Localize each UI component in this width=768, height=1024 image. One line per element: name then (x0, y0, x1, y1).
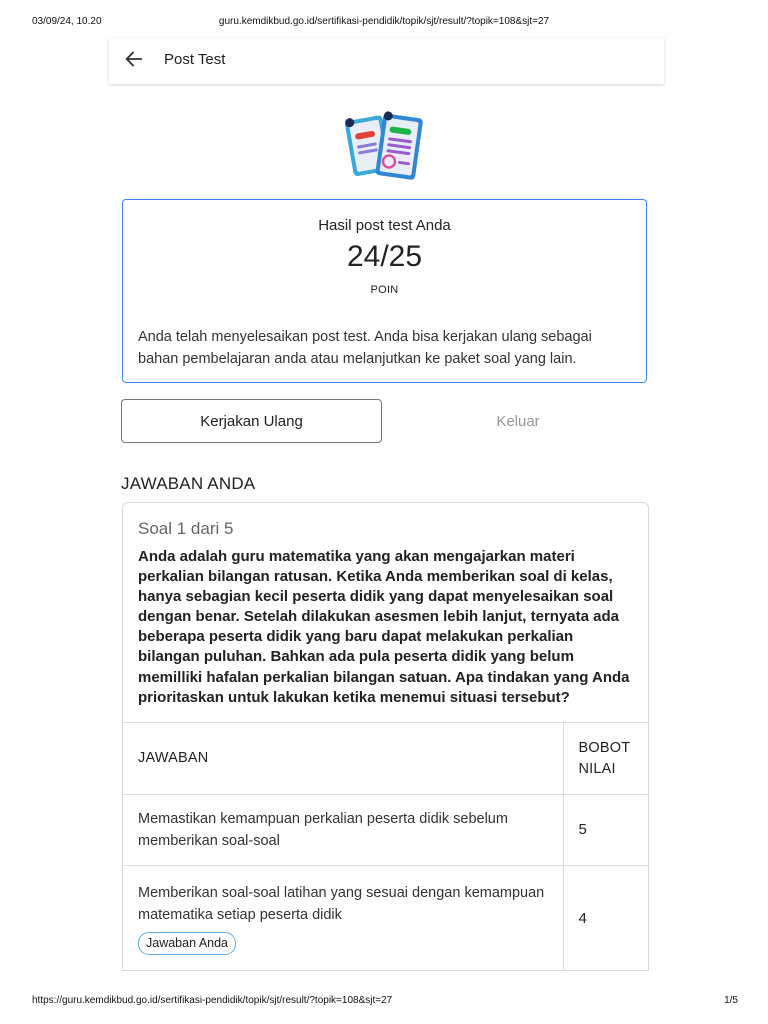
top-app-bar (109, 38, 664, 84)
column-header-weight-line1: BOBOT (578, 739, 631, 756)
question-counter: Soal 1 dari 5 (138, 519, 234, 538)
answer-text: Memastikan kemampuan perkalian peserta didik sebelum memberikan soal-soal (123, 795, 563, 866)
question-card (122, 502, 649, 971)
answers-table (123, 722, 648, 971)
result-score-unit: POIN (370, 284, 399, 296)
exit-button[interactable]: Keluar (388, 399, 648, 443)
test-documents-illustration (345, 108, 427, 186)
print-datetime: 03/09/24, 10.20 (32, 16, 102, 27)
print-footer-url: https://guru.kemdikbud.go.id/sertifikasi-pendidik/topik/sjt/result/?topik=108&sjt=27 (32, 995, 393, 1006)
answer-text: Memberikan soal-soal latihan yang sesuai dengan kemampuan matematika setiap peserta didik (138, 885, 545, 924)
your-answer-badge: Jawaban Anda (138, 932, 236, 955)
result-score: 24/25 (346, 240, 423, 273)
arrow-left-icon[interactable] (123, 48, 145, 70)
print-url: guru.kemdikbud.go.id/sertifikasi-pendidik/topik/sjt/result/?topik=108&sjt=27 (218, 16, 550, 27)
answer-cell (123, 866, 563, 972)
answer-weight: 5 (563, 795, 648, 866)
page-title: Post Test (164, 51, 226, 68)
result-description: Anda telah menyelesaikan post test. Anda bisa kerjakan ulang sebagai bahan pembelajaran anda atau melanjutkan ke paket soal yang lain. (138, 329, 592, 367)
answer-weight: 4 (563, 866, 648, 972)
print-page-number: 1/5 (724, 995, 738, 1006)
column-header-answer: JAWABAN (123, 723, 563, 795)
table-header-row (123, 723, 648, 795)
table-row (123, 866, 648, 972)
result-title: Hasil post test Anda (318, 217, 451, 234)
question-text: Anda adalah guru matematika yang akan mengajarkan materi perkalian bilangan ratusan. Ketika Anda memberikan soal di kelas, hanya sebagian kecil peserta didik yang dapat menyelesaikan soal dengan benar. Setelah dilakukan asesmen lebih lanjut, ternyata ada beberapa peserta didik yang baru dapat melakukan perkalian bilangan puluhan. Bahkan ada pula peserta didik yang belum memilliki hafalan perkalian bilangan satuan. Apa tindakan yang Anda prioritaskan untuk lakukan ketika menemui situasi tersebut? (138, 548, 630, 706)
retry-button[interactable]: Kerjakan Ulang (121, 399, 382, 443)
column-header-weight-line2: NILAI (578, 760, 616, 777)
result-card (122, 199, 647, 383)
column-header-weight (563, 723, 648, 795)
table-row (123, 795, 648, 866)
answers-section-title: JAWABAN ANDA (121, 474, 256, 493)
